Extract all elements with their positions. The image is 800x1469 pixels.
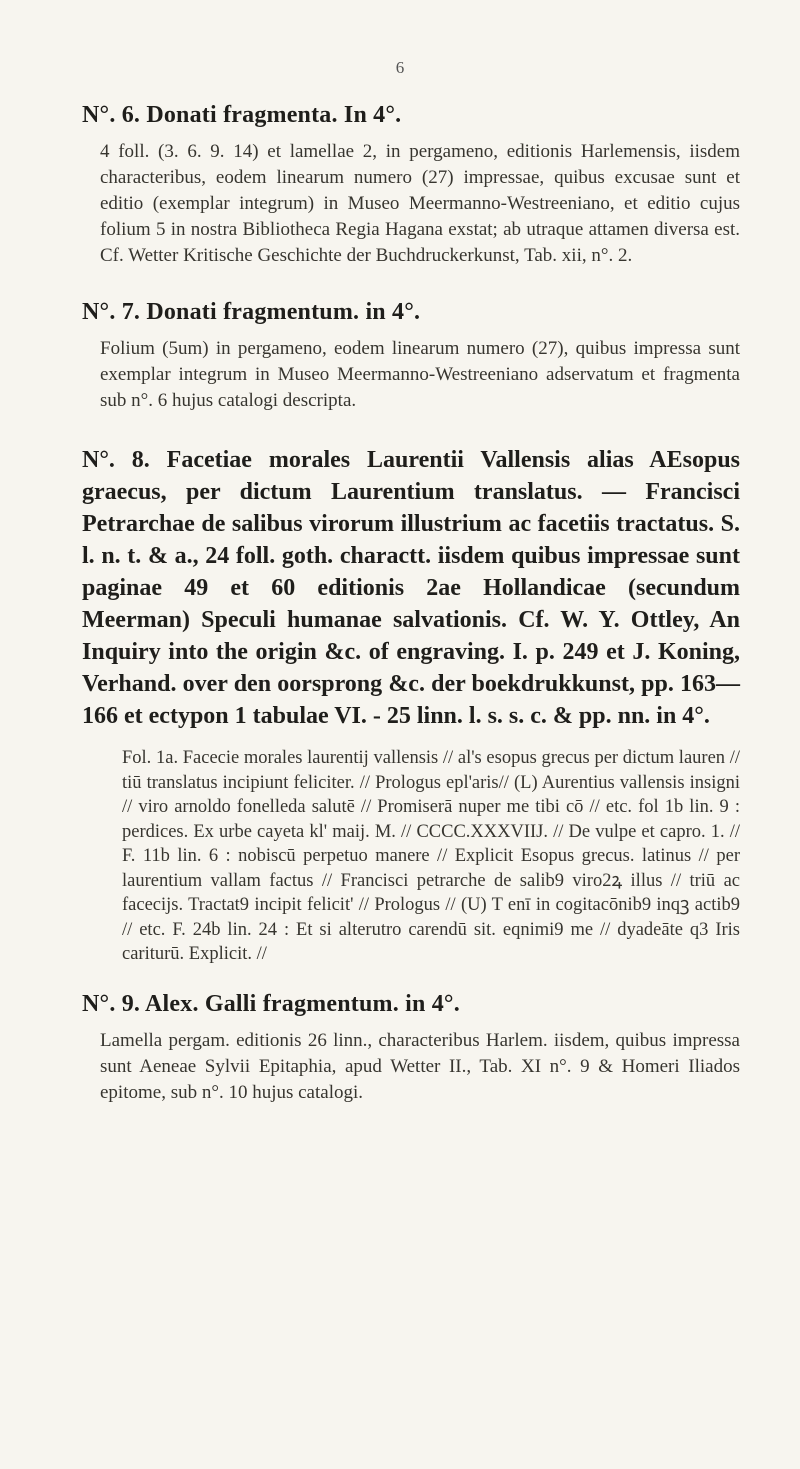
- entry-heading-and-description: N°. 8. Facetiae morales Laurentii Vallensis alias AEsopus graecus, per dictum Laurentium translatus. — Francisci Petrarchae de salibus virorum illustrium ac facetiis tractatus. S. l. n. t. & a., 24 foll. goth. charactt. iisdem quibus impressae sunt paginae 49 et 60 editionis 2ae Hollandicae (secundum Meerman) Speculi humanae salvationis. Cf. W. Y. Ottley, An Inquiry into the origin &c. of engraving. I. p. 249 et J. Koning, Verhand. over den oorsprong &c. der boekdrukkunst, pp. 163—166 et ectypon 1 tabulae VI. - 25 linn. l. s. s. c. & pp. nn. in 4°.: [82, 447, 740, 729]
- entry-description: 4 foll. (3. 6. 9. 14) et lamellae 2, in pergameno, editionis Harlemensis, iisdem characteribus, eodem linearum numero (27) impressae, quibus excusae sunt et editio (exemplar integrum) in Museo Meermanno-Westreeniano, et editio cujus folium 5 in nostra Bibliotheca Regia Hagana exstat; ab utraque attamen diversa est. Cf. Wetter Kritische Geschichte der Buchdruckerkunst, Tab. xii, n°. 2.: [100, 141, 740, 266]
- entry-heading: N°. 7. Donati fragmentum. in 4°.: [82, 299, 421, 325]
- catalog-entry-8: [82, 444, 740, 967]
- entry-description: Lamella pergam. editionis 26 linn., characteribus Harlem. iisdem, quibus impressa sunt Aeneae Sylvii Epitaphia, apud Wetter II., Tab. XI n°. 9 & Homeri Iliados epitome, sub n°. 10 hujus catalogi.: [100, 1029, 740, 1103]
- entry-description: Folium (5um) in pergameno, eodem linearum numero (27), quibus impressa sunt exemplar integrum in Museo Meermanno-Westreeniano adservatum et fragmenta sub n°. 6 hujus catalogi descripta.: [100, 338, 740, 411]
- catalog-entry-9: [82, 991, 740, 1106]
- entry-heading: N°. 9. Alex. Galli fragmentum. in 4°.: [82, 990, 460, 1017]
- entry-transcription: Fol. 1a. Facecie morales laurentij vallensis // al's esopus grecus per dictum lauren // tiū translatus incipiunt feliciter. // Prologus epl'aris// (L) Aurentius vallensis insigni // viro arnoldo fonelleda salutē // Promiserā nuper me tibi cō // etc. fol 1b lin. 9 : perdices. Ex urbe cayeta kl' maij. M. // CCCC.XXXVIIJ. // De vulpe et capro. 1. // F. 11b lin. 6 : nobiscū perpetuo manere // Explicit Esopus grecus. latinus // per laurentium vallam factus // Francisci petrarche de salib9 viro2ꝝ illus // triū ac facecijs. Tractat9 incipit felicit' // Prologus // (U) T enī in cogitacōnib9 inqꝫ actib9 // etc. F. 24b lin. 24 : Et si alterutro carendū sit. eqnimi9 me // dyadeāte q3 Iris cariturū. Explicit. //: [122, 748, 740, 964]
- page-number: 6: [395, 58, 405, 77]
- entry-heading: N°. 6. Donati fragmenta. In 4°.: [82, 102, 402, 128]
- catalog-entry-6: [82, 102, 740, 269]
- catalog-entry-7: [82, 299, 740, 414]
